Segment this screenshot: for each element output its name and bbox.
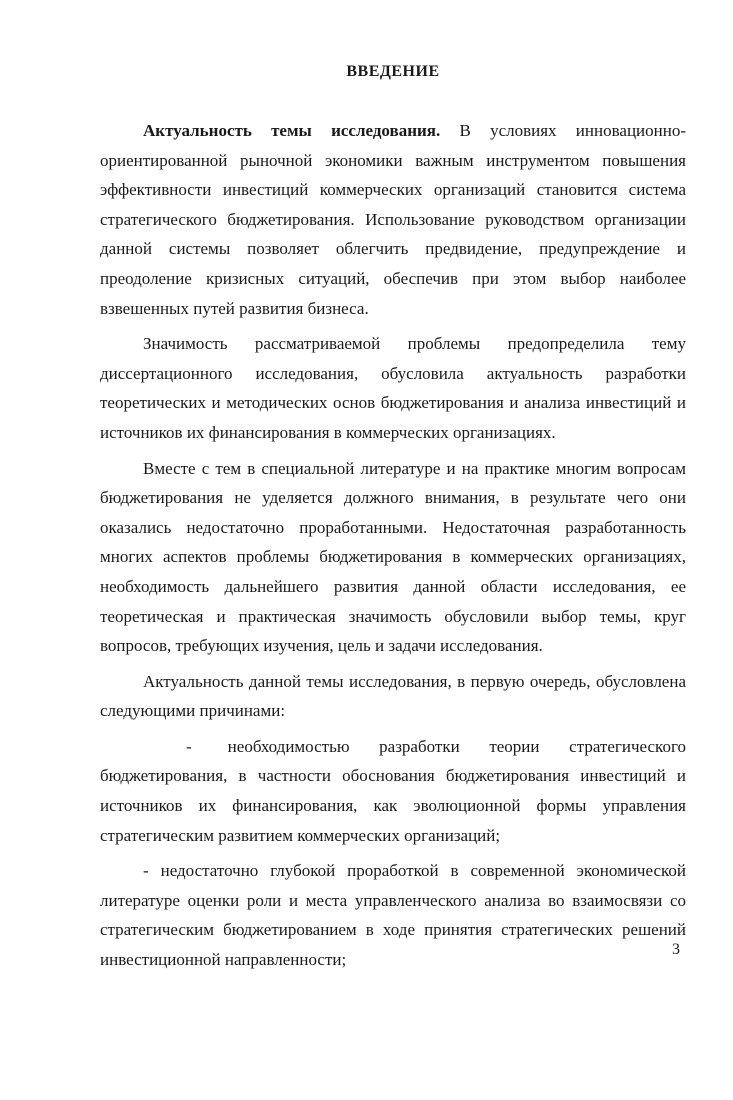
paragraph-significance: Значимость рассматриваемой проблемы предопределила тему диссертационного исследования, обусловила актуальность разработки теоретических и методических основ бюджетирования и анализа инвестиций и источников их финансирования в коммерческих организациях. bbox=[100, 334, 686, 442]
paragraph-reasons-intro: Актуальность данной темы исследования, в первую очередь, обусловлена следующими причинами: bbox=[100, 671, 686, 721]
list-item-text: недостаточно глубокой проработкой в современной экономической литературе оценки роли и места управленческого анализа во взаимосвязи со стратегическим бюджетированием в ходе принятия стратегических решений инвестиционной направленности; bbox=[100, 861, 686, 970]
list-item bbox=[100, 732, 686, 850]
page-content bbox=[100, 62, 686, 981]
list-marker: - bbox=[143, 861, 149, 881]
paragraph-text: В условиях инновационно-ориентированной рыночной экономики важным инструментом повышения эффективности инвестиций коммерческих организаций становится система стратегического бюджетирования. Использование руководством организации данной системы позволяет облегчить предвидение, предупреждение и преодоление кризисных ситуаций, обеспечив при этом выбор наиболее взвешенных путей развития бизнеса. bbox=[100, 121, 686, 318]
page-number: 3 bbox=[672, 941, 680, 958]
list-item-text: необходимостью разработки теории стратегического бюджетирования, в частности обоснования бюджетирования инвестиций и источников их финансирования, как эволюционной формы управления стратегическим развитием коммерческих организаций; bbox=[100, 736, 686, 845]
list-item bbox=[100, 856, 686, 974]
list-marker: - bbox=[186, 736, 192, 756]
paragraph-relevance bbox=[100, 116, 686, 323]
paragraph-literature: Вместе с тем в специальной литературе и на практике многим вопросам бюджетирования не уделяется должного внимания, в результате чего они оказались недостаточно проработанными. Недостаточная разработанность многих аспектов проблемы бюджетирования в коммерческих организациях, необходимость дальнейшего развития данной области исследования, ее теоретическая и практическая значимость обусловили выбор темы, круг вопросов, требующих изучения, цель и задачи исследования. bbox=[100, 458, 686, 656]
paragraph-lead: Актуальность темы исследования. bbox=[143, 121, 441, 140]
section-heading: ВВЕДЕНИЕ bbox=[346, 63, 440, 80]
